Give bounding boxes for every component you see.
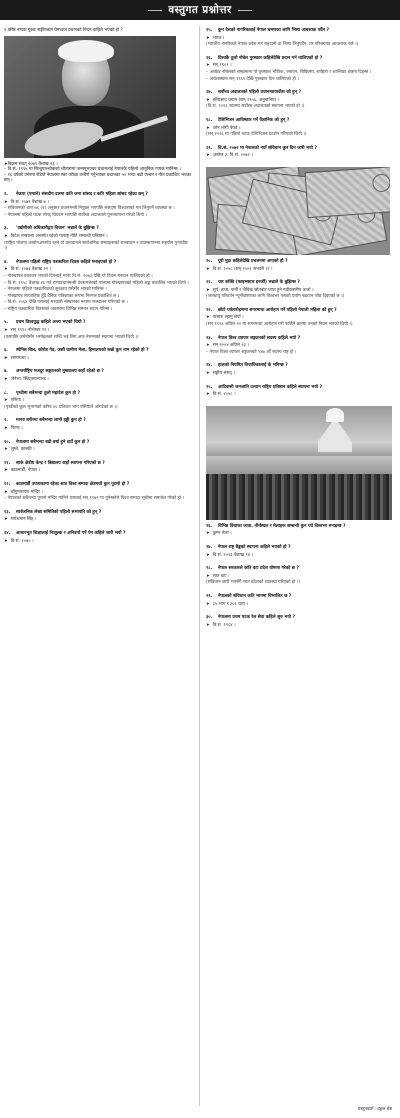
question-text: मानव शरीरमा सबैभन्दा लामो हड्डी कुन हो ? <box>16 418 86 424</box>
answer <box>206 126 396 132</box>
answer <box>206 315 396 321</box>
question <box>206 280 396 286</box>
question-number: १२. <box>4 481 11 487</box>
arrow-icon: ➤ <box>4 517 8 523</box>
question-number: ४. <box>4 259 8 265</box>
question-text: नेपाल विश्व व्यापार सङ्गठनको सदस्य कहिले भयो ? <box>218 335 301 341</box>
answer <box>4 267 192 273</box>
arrow-icon: ➤ <box>4 398 8 404</box>
answer-detail: – नेपालको सबैभन्दा पुरानो मन्दिर मानिने यसलाई सन् १९७९ मा युनेस्कोले विश्व सम्पदा सूचीमा समावेश गरेको हो । <box>4 496 185 502</box>
question-number: २३. <box>206 335 213 341</box>
answer-text: हरिप्रसाद प्रधान (सन् १९५६, अनुमानित) । <box>212 97 280 103</box>
answer-detail: – संविधानको धारा ७६ (२) अनुसार प्रधानमन्त्री नियुक्त भएपछि संसद्‌मा विश्वासको मत लिनुपर्ने व्यवस्था छ । <box>4 206 175 212</box>
right-column <box>206 28 396 636</box>
question-text: नेपाल सरकारले कति वटा प्रदेश घोषणा गरेको छ ? <box>218 566 299 572</box>
answer-text: लुम्ले, कास्की । <box>10 447 35 453</box>
answer <box>4 234 192 240</box>
question <box>206 363 396 369</box>
answer-text: वि.सं. २०५८ । <box>212 392 236 398</box>
question-number: ३०. <box>206 615 213 621</box>
arrow-icon: ➤ <box>206 97 210 103</box>
answer-detail: (जलवायु परिवर्तन न्यूनीकरणका लागि विश्वभर यसको प्रयोग बढाउन जोड दिइएको छ ।) <box>206 294 345 300</box>
question-text: पृथ्वीमा सबैभन्दा ठूलो महादेश कुन हो ? <box>16 390 80 396</box>
arrow-icon: ➤ <box>206 622 210 628</box>
spacer <box>4 184 192 192</box>
arrow-icon: ➤ <box>206 153 210 159</box>
question <box>4 369 192 375</box>
question-text: नेपालमा सबैभन्दा बढी वर्षा हुने ठाउँ कुन हो ? <box>16 439 90 445</box>
answer-detail: – वि.सं. २०६४ देखि यसलाई सरकारी संस्थानका रूपमा सञ्चालन गरिएको छ । <box>4 300 128 306</box>
question-item <box>206 363 396 376</box>
answer-text: कुम्भ मेला । <box>212 531 232 537</box>
question-number: २७. <box>206 545 213 550</box>
author-credit: प्रस्तुतकर्ता : दङ्गल श्रेष्ठ <box>357 1106 392 1111</box>
question-text: नेपालको संविधान कति भागमा विभाजित छ ? <box>218 593 292 599</box>
question-item <box>206 90 396 110</box>
answer-text: चाँगुनारायण मन्दिर । <box>10 489 44 495</box>
question <box>206 90 396 96</box>
answer-detail: (भारतीय नागरिकले नेपाल प्रवेश गर्न राहदानी वा भिसा लिनुपर्दैन, तर परिचयपत्र आवश्यक पर्छ ।) <box>206 42 359 48</box>
answer-text: असोज ३, वि.सं. २०७२ । <box>212 153 253 159</box>
question-number: १३. <box>4 509 11 515</box>
musician-photo <box>4 36 176 158</box>
answer-text: गणेशमान सिंह । <box>10 517 37 523</box>
answer <box>206 63 396 69</box>
question <box>206 118 396 124</box>
banknotes-photo <box>206 167 390 255</box>
question-item <box>4 391 192 411</box>
answer-detail: – नेपाल विश्व व्यापार सङ्गठनको १४७ औँ सदस्य राष्ट्र हो । <box>206 349 297 355</box>
answer-detail: (सन् १९२६ मा पहिलो पटक टेलिभिजन प्रदर्शन गरिएको थियो ।) <box>206 132 307 138</box>
question <box>4 348 192 354</box>
answer-detail: (पृथ्वीको कुल भूभागको करिब ३० प्रतिशत भाग एसियाले ओगटेको छ ।) <box>4 404 118 410</box>
question-item <box>4 418 192 431</box>
answer <box>206 371 396 377</box>
answer-text: वि.सं. २०१३ वैशाख १४ । <box>212 552 254 558</box>
answer-detail: – राष्ट्रिय पत्रकारिता दिवसको अवसरमा विभिन्न सम्मान प्रदान गरिन्छ । <box>4 306 113 312</box>
section-title: वस्तुगत प्रश्नोत्तर <box>168 4 232 16</box>
question-item <box>206 566 396 586</box>
question-number: २५. <box>206 384 213 390</box>
answer <box>206 288 396 294</box>
question <box>206 56 396 62</box>
question-text: नेकपा (एमाले) संसदीय दलमा कति जना सांसद र कति महिला सांसद रहेका छन् ? <box>16 191 148 197</box>
question <box>4 440 192 446</box>
answer-detail: (राष्ट्रिय योजना आयोगअन्तर्गत रहने यो प्रावधानले सार्वजनिक संस्थाहरूको सञ्चालन र व्यवस्थापनमा सहयोग पुर्‍याउँछ ।) <box>4 240 188 252</box>
crowd <box>206 474 392 520</box>
question-text: छोटो पर्वतारोहणमा सगरमाथा आरोहण गर्ने पहिलो नेपाली महिला को हुन् ? <box>218 307 337 313</box>
answer-text: सन् १९०१ । <box>212 63 232 69</box>
question-number: ५. <box>4 320 8 326</box>
question-item <box>4 369 192 382</box>
arrow-icon: ➤ <box>4 538 8 544</box>
question-text: कुन देशको नागरिकलाई नेपाल भ्रमणका लागि भिसा आवश्यक पर्दैन ? <box>218 28 330 33</box>
question-item <box>4 461 192 474</box>
answer <box>206 531 396 537</box>
answer <box>4 356 192 362</box>
answer-detail: – गोरखापत्र साप्ताहिक हुँदै दैनिक पत्रिकाका रूपमा निरन्तर प्रकाशित छ । <box>4 293 120 299</box>
arrow-icon: ➤ <box>4 328 8 334</box>
question <box>4 510 192 516</box>
question-text: आदिवासी जनजाति उत्थान राष्ट्रिय प्रतिष्ठान कहिले स्थापना भयो ? <box>218 384 323 390</box>
question-item <box>4 510 192 523</box>
question-number: १८. <box>206 117 213 123</box>
answer-detail: – १६ वर्षको उमेरमा रेडियो नेपालमा स्वर परीक्षा उत्तीर्ण गर्नुभएका प्रधानका ५० भन्दा बढी एल्बम र गीत प्रकाशित भएका छन् । <box>4 172 192 184</box>
question-item <box>206 56 396 82</box>
question-number: ११. <box>4 460 11 466</box>
answer <box>206 392 396 398</box>
answer-text: वि.सं. २०७५ । <box>10 538 34 544</box>
answer-text: फिमर । <box>10 426 23 431</box>
question-item <box>206 336 396 356</box>
question-text: स्पेनिस बिल, कोरोड गेड, जस्तै ग्रामीण मेला, हिमालयको कन्नो कुन नाम रहेको हो ? <box>16 348 149 354</box>
question-number: २०. <box>206 258 213 264</box>
arrow-icon: ➤ <box>206 35 210 41</box>
arrow-icon: ➤ <box>206 315 210 321</box>
answer-text: एसिया । <box>10 398 24 404</box>
arrow-icon: ➤ <box>4 355 8 361</box>
arrow-icon: ➤ <box>206 125 210 131</box>
answer-detail: – अल्फ्रेड नोबेलको सम्झनामा यो पुरस्कार भौतिक, रसायन, चिकित्सा, साहित्य र शान्तिका क्षेत्रमा दिइन्छ । <box>206 69 372 75</box>
question <box>4 461 192 467</box>
question <box>206 308 396 314</box>
question <box>4 320 192 326</box>
banner-ornament-left <box>148 10 162 11</box>
question <box>4 28 192 34</box>
question-item <box>206 28 396 48</box>
answer <box>4 468 192 474</box>
question-text: हालको नियमित विधायिकालाई के भनिन्छ ? <box>218 363 288 369</box>
answer-detail: (वि.सं. २०१३ सालमा सर्वोच्च अदालतको स्थापना भएको हो ।) <box>206 104 305 110</box>
answer <box>4 447 192 453</box>
question-number: ३. <box>4 226 8 232</box>
answer <box>4 328 192 334</box>
question-text: सार्वजनिक लेखा समितिको पहिलो सभापति को हुन् ? <box>16 509 102 515</box>
answer-text: सूर्य, हावा, पानी र जैविक स्रोतबाट प्राप्त हुने नवीकरणीय ऊर्जा । <box>212 287 314 293</box>
answer <box>206 153 396 159</box>
question-item <box>4 226 192 251</box>
answer <box>206 602 396 608</box>
answer <box>206 553 396 559</box>
question-item <box>206 615 396 628</box>
answer <box>206 36 396 42</box>
question-number: २१. <box>206 280 213 286</box>
question-text: आधारभूत शिक्षालाई निःशुल्क र अनिवार्य गर्ने ऐन कहिले जारी भयो ? <box>16 530 126 536</box>
answer <box>206 267 396 273</box>
question <box>206 146 396 152</box>
question <box>4 260 192 266</box>
arrow-icon: ➤ <box>4 489 8 495</box>
question-text: सर्वोच्च अदालतको पहिलो प्रधानन्यायाधीश को हुन् ? <box>218 90 302 96</box>
question-number: १९. <box>206 145 213 151</box>
question-item <box>4 482 192 502</box>
question-number: १५. <box>206 28 213 33</box>
column-divider <box>199 26 200 1106</box>
question-text: विभिन्न विधाका जात्रा, तीर्थस्थल र मेलाहरू सम्बन्धी कुन पर्व विश्वभर मनाइन्छ ? <box>218 523 346 529</box>
question-number: २४. <box>206 363 213 369</box>
question-text: युरो मुद्रा कहिलेदेखि प्रचलनमा आएको हो ? <box>218 258 288 264</box>
question-number: २९. <box>206 593 213 599</box>
question-text: 'उद्योगीको अधिकारीद्वय विधान' भन्नाले के बुझिन्छ ? <box>16 226 99 232</box>
question-number: ७. <box>4 369 8 375</box>
question-text: नेपालमा पहिलो राष्ट्रिय पत्रकारिता दिवस कहिले मनाइएको हो ? <box>16 259 117 265</box>
answer <box>4 517 192 523</box>
question-item <box>4 348 192 361</box>
question-text: विश्वकै ठूलो नोबेल पुरस्कार कहिलेदेखि प्रदान गर्न थालिएको हो ? <box>218 55 323 61</box>
question-number: ९. <box>4 418 8 424</box>
answer-detail: – नेपालमा पहिलो पटक संसद् विघटन भएपछि सर्वोच्च अदालतले पुनःस्थापना गरेको थियो । <box>4 212 148 218</box>
arrow-icon: ➤ <box>206 287 210 293</box>
question-item <box>206 118 396 138</box>
question <box>206 566 396 572</box>
question-number: ८. <box>4 390 8 396</box>
question-number: ६. <box>4 348 8 354</box>
answer-text: वि.सं. २०७३ वैशाख २२ । <box>10 267 52 273</box>
question-item <box>4 440 192 453</box>
arrow-icon: ➤ <box>206 601 210 607</box>
arrow-icon: ➤ <box>4 377 8 383</box>
arrow-icon: ➤ <box>4 267 8 273</box>
question-text: अन्तर्राष्ट्रिय मजदुर सङ्गठनको मुख्यालय कहाँ रहेको छ ? <box>16 369 104 375</box>
question-item <box>206 594 396 607</box>
answer-text: विक्रम संवत् २०७९ वैशाख २३ । <box>7 161 58 167</box>
question-item <box>206 524 396 537</box>
question-number: १४. <box>4 530 11 536</box>
question-text: टेलिभिजन आविष्कार गर्ने वैज्ञानिक को हुन् ? <box>218 117 290 123</box>
question-number: २८. <box>206 566 213 572</box>
question-number: २. <box>4 191 8 197</box>
question-number: १६. <box>206 55 213 61</box>
banknote-emblem <box>372 173 390 192</box>
question-item <box>206 385 396 398</box>
question <box>206 259 396 265</box>
answer-text: वि.सं. २०७९ वैशाख ७ । <box>10 199 49 205</box>
question-number: २६. <box>206 523 213 529</box>
question-item <box>4 531 192 544</box>
answer-text: काठमाडौं, नेपाल । <box>10 468 40 474</box>
question <box>206 336 396 342</box>
arrow-icon: ➤ <box>206 573 210 579</box>
banner-ornament-right <box>238 10 252 11</box>
arrow-icon: ➤ <box>4 447 8 453</box>
question <box>206 594 396 600</box>
question <box>206 615 396 621</box>
question-text: नेपाल राष्ट्र बैङ्कको स्थापना कहिले भएको हो ? <box>218 545 291 550</box>
temple-dome <box>326 408 344 422</box>
question <box>206 524 396 530</box>
question <box>206 545 396 551</box>
question-number: १७. <box>206 90 213 96</box>
answer-text: सन् २००४ अप्रिल २३ । <box>212 343 250 349</box>
answer <box>4 398 192 404</box>
arrow-icon: ➤ <box>4 468 8 474</box>
question-item <box>206 545 396 558</box>
answer-text: ३५ भाग र ३०८ धारा । <box>212 601 249 607</box>
answer-text: सगरमाथा । <box>10 355 29 361</box>
answer <box>4 426 192 432</box>
question <box>206 28 396 34</box>
temple <box>318 418 352 452</box>
answer-text: वि.सं. १९८४ । <box>212 622 236 628</box>
arrow-icon: ➤ <box>206 552 210 558</box>
arrow-icon: ➤ <box>206 63 210 69</box>
arrow-icon: ➤ <box>4 199 8 205</box>
question-item <box>4 192 192 218</box>
answer-detail: – नेपालमा पहिलो पत्रकारिताको सुरुवात यसैसँग भएको मानिन्छ । <box>4 287 107 293</box>
answer-text: जेनेभा, स्विट्जरल्यान्ड । <box>10 377 49 383</box>
answer <box>206 623 396 629</box>
answer <box>206 98 396 104</box>
answer <box>4 539 192 545</box>
question-text: चार शक्ति (फाइभस्टार इनर्जी) भन्नाले के बुझिन्छ ? <box>218 280 300 286</box>
festival-crowd-photo <box>206 406 392 520</box>
question-item <box>4 260 192 313</box>
answer <box>4 200 192 206</box>
question <box>4 226 192 232</box>
question-text: वरिष्ठ नायक गुरुङ सङ्गीतकार प्रेमध्वज प्रधानको निधन कहिले भएको हो ? <box>7 28 123 33</box>
answer-text: सात वटा । <box>212 573 230 579</box>
photo-hair <box>58 40 114 62</box>
arrow-icon: ➤ <box>4 161 8 167</box>
question-number: १०. <box>4 439 11 445</box>
question <box>206 385 396 391</box>
question-item <box>4 320 192 340</box>
arrow-icon: ➤ <box>206 531 210 537</box>
question-number: २२. <box>206 307 213 313</box>
arrow-icon: ➤ <box>4 233 8 239</box>
arrow-icon: ➤ <box>206 343 210 349</box>
arrow-icon: ➤ <box>206 371 210 377</box>
question-text: सार्क क्षेत्रीय केन्द्र र विद्यालय कहाँ स्थापना गरिएको छ ? <box>16 460 105 466</box>
question-item <box>206 146 396 159</box>
answer-text: भारत । <box>212 35 225 41</box>
question <box>4 192 192 198</box>
answer <box>4 490 192 496</box>
answer-text: विदेश मन्त्रालय अन्तर्गत रहेको परराष्ट्र नीति सम्बन्धी प्रतिष्ठान । <box>10 233 108 239</box>
answer-text: वि.सं. २०५८ (सन् २००२ जनवरी १) । <box>212 266 273 272</box>
question-text: प्रथम विश्वयुद्ध कहिले अन्त्य भएको थियो ? <box>16 320 86 326</box>
question-item <box>206 308 396 328</box>
question-text: काठमाडौं उपत्यकामा रहेका सात विश्व सम्पदा क्षेत्रमध्ये कुन पुरानो हो ? <box>16 481 130 487</box>
section-banner <box>0 0 400 20</box>
question <box>4 531 192 537</box>
question-item <box>206 259 396 272</box>
question <box>4 391 192 397</box>
answer-detail: – अर्थशास्त्रमा सन् १९६९ देखि पुरस्कार दिन थालिएको हो । <box>206 76 299 82</box>
question-text: वि.सं. २०७२ मा नेपालको नयाँ संविधान कुन दिन जारी भयो ? <box>218 145 317 151</box>
answer <box>4 377 192 383</box>
arrow-icon: ➤ <box>206 266 210 272</box>
answer-text: सन् १९१८ नोभेम्बर ११ । <box>10 328 50 334</box>
question-text: नेपालमा प्रथम पटक रेल सेवा कहिले सुरु भयो ? <box>218 615 296 621</box>
answer-text: सङ्घीय संसद् । <box>212 371 235 377</box>
arrow-icon: ➤ <box>4 426 8 431</box>
answer-detail: (यसपछि जर्मनीसँग भर्साइलको सन्धि भई लिग अफ नेसन्सको स्थापना भएको थियो ।) <box>4 334 139 340</box>
answer-detail: – गोरखापत्र प्रकाशन भएको दिनलाई मानेर वि.सं. २०७३ देखि यो दिवस मनाउन थालिएको हो । <box>4 273 153 279</box>
answer-detail: (संविधान जारी भएसँगै सात प्रदेशको व्यवस्था गरिएको हो ।) <box>206 580 301 586</box>
answer-detail: – वि.सं. १९५८ वैशाख २४ गते राणाप्रधानमन्त्री देवशमशेरको पालामा गोरखापत्रको पहिलो अङ्क प्रकाशित भएको थियो । <box>4 280 189 286</box>
left-column <box>4 28 192 552</box>
answer <box>206 343 396 349</box>
arrow-icon: ➤ <box>206 392 210 398</box>
question-item <box>206 280 396 300</box>
answer-detail: – वि.सं. १९९५ मा सिन्धुपाल्चोकको चौतारामा जन्मनुभएका प्रधानलाई नेपालकै पहिलो आधुनिक गायक मानिन्छ । <box>4 167 181 173</box>
answer-text: पासाङ ल्हामु शेर्पा । <box>212 315 244 321</box>
banknote <box>305 167 390 218</box>
answer-text: जोन लोगी बेयर्ड । <box>212 125 241 131</box>
question <box>4 482 192 488</box>
answer-detail: (सन् १९९३ अप्रिल २२ मा सगरमाथा आरोहण गरी फर्किने क्रममा उनको निधन भएको थियो ।) <box>206 322 353 328</box>
question-number: १. <box>4 28 8 33</box>
question <box>4 418 192 424</box>
answer <box>206 574 396 580</box>
